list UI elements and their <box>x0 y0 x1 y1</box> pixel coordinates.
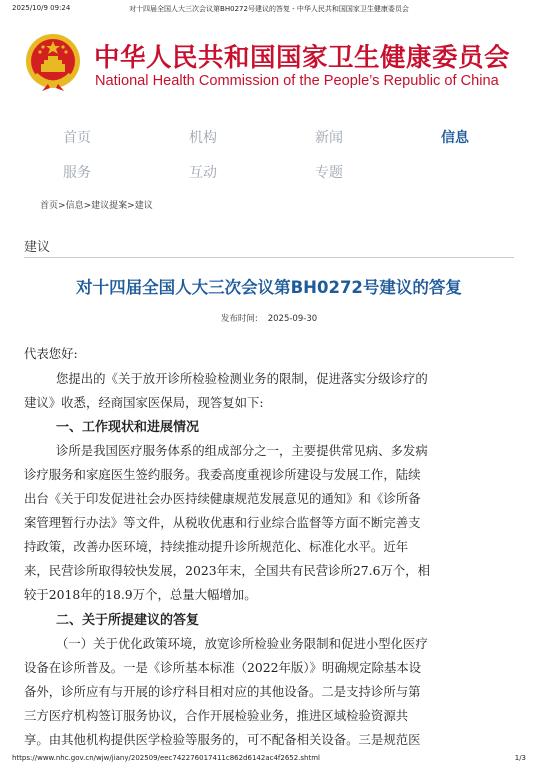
site-name-en: National Health Commission of the People’s Republic of China <box>95 73 499 89</box>
breadcrumb-separator: > <box>83 201 92 211</box>
article-line: 备外，诊所应有与开展的诊疗科目相对应的其他设备。二是支持诊所与第 <box>24 684 421 699</box>
publish-date-label: 发布时间: <box>220 314 258 324</box>
print-datetime: 2025/10/9 09:24 <box>12 4 71 12</box>
article-line: 来，民营诊所取得较快发展，2023年末，全国共有民营诊所27.6万个，相 <box>24 563 431 578</box>
article-line: 您提出的《关于放开诊所检验检测业务的限制，促进落实分级诊疗的 <box>56 371 428 386</box>
print-header <box>12 4 526 16</box>
article-line: 持政策，改善办医环境，持续推动提升诊所规范化、标准化水平。近年 <box>24 539 409 554</box>
article-line: 设备在诊所普及。一是《诊所基本标准（2022年版）》明确规定除基本设 <box>24 660 422 675</box>
nav-topics[interactable]: 专题 <box>315 165 343 181</box>
print-footer <box>12 754 526 766</box>
article-line: 三方医疗机构签订服务协议，合作开展检验业务，推进区域检验资源共 <box>24 708 409 723</box>
nav-information[interactable]: 信息 <box>441 130 469 146</box>
article-line: 诊疗服务和家庭医生签约服务。我委高度重视诊所建设与发展工作，陆续 <box>24 467 421 482</box>
nav-organization[interactable]: 机构 <box>189 130 217 146</box>
nav-interaction[interactable]: 互动 <box>189 165 217 181</box>
article-line: 较于2018年的18.9万个，总量大幅增加。 <box>24 587 257 602</box>
site-name-cn: 中华人民共和国国家卫生健康委员会 <box>94 43 511 73</box>
nav-home[interactable]: 首页 <box>63 130 91 146</box>
article-line: （一）关于优化政策环境，放宽诊所检验业务限制和促进小型化医疗 <box>56 636 428 651</box>
article-line: 案管理暂行办法》等文件，从税收优惠和行业综合监督等方面不断完善支 <box>24 515 421 530</box>
article-line: 诊所是我国医疗服务体系的组成部分之一，主要提供常见病、多发病 <box>56 443 428 458</box>
article-line: 出台《关于印发促进社会办医持续健康规范发展意见的通知》和《诊所备 <box>24 491 421 506</box>
breadcrumb <box>40 198 153 211</box>
article-line: 代表您好: <box>24 346 78 361</box>
publish-date-value: 2025-09-30 <box>267 314 318 324</box>
nav-services[interactable]: 服务 <box>63 165 91 181</box>
national-emblem-icon <box>24 32 82 92</box>
breadcrumb-suggestions[interactable]: 建议 <box>134 201 153 211</box>
page-number: 1/3 <box>514 754 526 762</box>
article-heading: 一、工作现状和进展情况 <box>56 420 200 435</box>
nav-news[interactable]: 新闻 <box>315 130 343 146</box>
breadcrumb-home[interactable]: 首页 <box>40 201 59 211</box>
breadcrumb-separator: > <box>127 201 135 211</box>
print-page-title: 对十四届全国人大三次会议第BH0272号建议的答复 - 中华人民共和国国家卫生健康委员会 <box>129 5 409 13</box>
breadcrumb-information[interactable]: 信息 <box>65 201 84 211</box>
breadcrumb-separator: > <box>58 201 66 211</box>
section-title: 建议 <box>24 240 51 255</box>
breadcrumb-proposals[interactable]: 建议提案 <box>91 201 128 211</box>
site-masthead[interactable] <box>24 28 511 98</box>
main-nav <box>0 124 538 184</box>
article-line: 建议》收悉，经商国家医保局，现答复如下: <box>24 395 264 410</box>
section-divider <box>24 257 514 258</box>
article-heading: 二、关于所提建议的答复 <box>56 613 200 628</box>
article-line: 享。由其他机构提供医学检验等服务的，可不配备相关设备。三是规范医 <box>24 732 421 747</box>
page-url: https://www.nhc.gov.cn/wjw/jiany/202509/eec742276017411c862d6142ac4f2652.shtml <box>12 754 320 762</box>
publish-date <box>24 312 514 324</box>
article-title: 对十四届全国人大三次会议第BH0272号建议的答复 <box>76 278 462 297</box>
